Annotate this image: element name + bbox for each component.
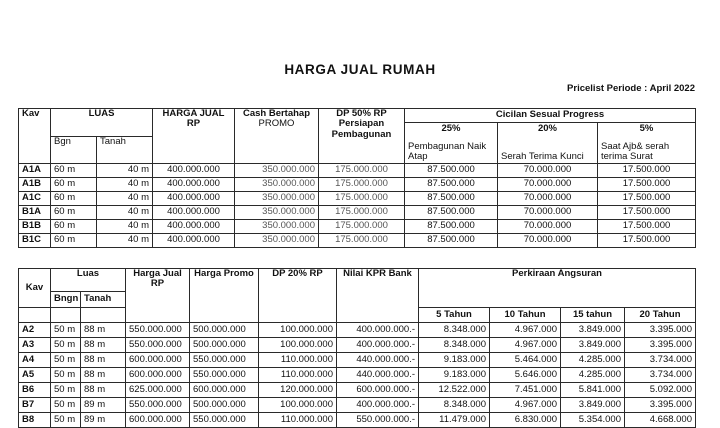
kav-cell: A1B [19,177,51,191]
dp-cell: 100.000.000 [259,338,337,353]
dp-cell: 120.000.000 [259,383,337,398]
harga-jual-cell: 600.000.000 [126,353,190,368]
tanah-cell: 89 m [81,413,126,428]
kav-cell: B1C [19,233,51,247]
harga-promo-cell: 550.000.000 [190,413,259,428]
angsuran-10-cell: 6.830.000 [490,413,561,428]
harga-jual-cell: 550.000.000 [126,398,190,413]
harga-jual-cell: 550.000.000 [126,323,190,338]
angsuran-5-cell: 12.522.000 [419,383,490,398]
angsuran-10-cell: 5.646.000 [490,368,561,383]
cash-cell: 350.000.000 [235,163,319,177]
harga-jual-cell: 625.000.000 [126,383,190,398]
cicilan-5-cell: 17.500.000 [598,177,696,191]
table-row [19,233,696,247]
harga-jual-cell: 400.000.000 [153,191,235,205]
table-row [19,338,696,353]
kpr-cell: 400.000.000.- [337,323,419,338]
kav-cell: A2 [19,323,51,338]
dp-cell: 100.000.000 [259,323,337,338]
bngn-cell: 50 m [51,338,81,353]
dp-subtitle: Persiapan Pembagunan [331,118,392,140]
cicilan-20-cell: 70.000.000 [498,163,598,177]
dp-cell: 175.000.000 [319,177,405,191]
header-cash-bertahap [235,109,319,164]
cicilan-25-cell: 87.500.000 [405,205,498,219]
harga-jual-cell: 400.000.000 [153,177,235,191]
cicilan-5-cell: 17.500.000 [598,219,696,233]
header-cicilan: Cicilan Sesual Progress [405,109,696,123]
harga-promo-cell: 550.000.000 [190,353,259,368]
desc-20-percent: Serah Terima Kunci [498,136,598,163]
header-dp-50 [319,109,405,164]
harga-jual-cell: 400.000.000 [153,233,235,247]
table-row [19,398,696,413]
cicilan-5-cell: 17.500.000 [598,163,696,177]
tanah-cell: 40 m [97,233,153,247]
dp-cell: 175.000.000 [319,233,405,247]
header-5-percent: 5% [598,123,696,137]
bgn-cell: 60 m [51,191,97,205]
angsuran-15-cell: 5.841.000 [561,383,625,398]
header-20-tahun: 20 Tahun [625,308,696,323]
kav-cell: A4 [19,353,51,368]
table-row [19,219,696,233]
angsuran-20-cell: 4.668.000 [625,413,696,428]
kav-cell: B8 [19,413,51,428]
angsuran-15-cell: 4.285.000 [561,353,625,368]
price-table-1 [18,108,696,248]
angsuran-5-cell: 8.348.000 [419,398,490,413]
bngn-cell: 50 m [51,353,81,368]
kpr-cell: 600.000.000.- [337,383,419,398]
angsuran-20-cell: 3.395.000 [625,398,696,413]
tanah-cell: 40 m [97,219,153,233]
cicilan-25-cell: 87.500.000 [405,233,498,247]
table-row [19,413,696,428]
kpr-cell: 440.000.000.- [337,353,419,368]
harga-jual-cell: 550.000.000 [126,338,190,353]
kav-cell: A1A [19,163,51,177]
desc-25-percent: Pembagunan Naik Atap [405,136,498,163]
angsuran-15-cell: 3.849.000 [561,398,625,413]
harga-promo-cell: 600.000.000 [190,383,259,398]
table-row [19,177,696,191]
header-bngn: Bngn [51,292,81,308]
harga-promo-cell: 500.000.000 [190,338,259,353]
tanah-cell: 88 m [81,368,126,383]
angsuran-20-cell: 5.092.000 [625,383,696,398]
header-nilai-kpr: Nilai KPR Bank [337,269,419,323]
kav-cell: A3 [19,338,51,353]
tanah-cell: 40 m [97,163,153,177]
dp-cell: 100.000.000 [259,398,337,413]
harga-promo-cell: 500.000.000 [190,398,259,413]
bngn-cell: 50 m [51,323,81,338]
kav-cell: B1B [19,219,51,233]
bgn-cell: 60 m [51,233,97,247]
cicilan-25-cell: 87.500.000 [405,177,498,191]
tanah-blank-cell [81,308,126,323]
cash-subtitle: PROMO [258,118,295,130]
cash-cell: 350.000.000 [235,219,319,233]
angsuran-10-cell: 4.967.000 [490,338,561,353]
kpr-cell: 440.000.000.- [337,368,419,383]
angsuran-15-cell: 4.285.000 [561,368,625,383]
page-title: HARGA JUAL RUMAH [284,62,436,77]
bgn-cell: 60 m [51,177,97,191]
header-5-tahun: 5 Tahun [419,308,490,323]
cicilan-20-cell: 70.000.000 [498,191,598,205]
header-bgn: Bgn [51,136,97,163]
angsuran-5-cell: 9.183.000 [419,353,490,368]
angsuran-20-cell: 3.734.000 [625,353,696,368]
table-row [19,205,696,219]
harga-jual-cell: 400.000.000 [153,205,235,219]
angsuran-10-cell: 4.967.000 [490,398,561,413]
header-luas: LUAS [51,109,153,137]
angsuran-5-cell: 8.348.000 [419,338,490,353]
cicilan-20-cell: 70.000.000 [498,233,598,247]
header-15-tahun: 15 tahun [561,308,625,323]
header-tanah: Tanah [97,136,153,163]
bngn-cell: 50 m [51,383,81,398]
dp-cell: 175.000.000 [319,205,405,219]
dp-cell: 175.000.000 [319,163,405,177]
kav-blank-cell [19,308,51,323]
dp-title: DP 50% RP [336,108,387,119]
header-harga-jual: HARGA JUAL RP [153,109,235,164]
tanah-cell: 88 m [81,353,126,368]
angsuran-10-cell: 7.451.000 [490,383,561,398]
bgn-cell: 60 m [51,205,97,219]
tanah-cell: 88 m [81,383,126,398]
harga-jual-cell: 400.000.000 [153,163,235,177]
desc-5-percent: Saat Ajb& serah terima Surat [598,136,696,163]
dp-cell: 175.000.000 [319,191,405,205]
angsuran-10-cell: 4.967.000 [490,323,561,338]
cicilan-25-cell: 87.500.000 [405,219,498,233]
cicilan-5-cell: 17.500.000 [598,191,696,205]
angsuran-10-cell: 5.464.000 [490,353,561,368]
bngn-cell: 50 m [51,368,81,383]
cash-cell: 350.000.000 [235,233,319,247]
tanah-cell: 89 m [81,398,126,413]
dp-cell: 110.000.000 [259,413,337,428]
table-row [19,383,696,398]
cicilan-20-cell: 70.000.000 [498,205,598,219]
price-table-2 [18,268,696,428]
angsuran-20-cell: 3.395.000 [625,323,696,338]
angsuran-20-cell: 3.734.000 [625,368,696,383]
bgn-cell: 60 m [51,163,97,177]
harga-promo-cell: 550.000.000 [190,368,259,383]
kav-cell: A1C [19,191,51,205]
kav-cell: B6 [19,383,51,398]
harga-jual-cell: 400.000.000 [153,219,235,233]
header-20-percent: 20% [498,123,598,137]
cicilan-20-cell: 70.000.000 [498,219,598,233]
table-row [19,353,696,368]
bgn-cell: 60 m [51,219,97,233]
angsuran-20-cell: 3.395.000 [625,338,696,353]
angsuran-15-cell: 3.849.000 [561,338,625,353]
header-perkiraan-angsuran: Perkiraan Angsuran [419,269,696,308]
cash-cell: 350.000.000 [235,177,319,191]
header-dp-20: DP 20% RP [259,269,337,323]
bngn-cell: 50 m [51,413,81,428]
bngn-cell: 50 m [51,398,81,413]
table-row [19,368,696,383]
cash-cell: 350.000.000 [235,205,319,219]
cicilan-20-cell: 70.000.000 [498,177,598,191]
harga-jual-cell: 600.000.000 [126,368,190,383]
table-row [19,191,696,205]
header-luas: Luas [51,269,126,292]
tanah-cell: 40 m [97,177,153,191]
header-harga-promo: Harga Promo [190,269,259,323]
cicilan-5-cell: 17.500.000 [598,233,696,247]
kav-cell: B7 [19,398,51,413]
angsuran-5-cell: 9.183.000 [419,368,490,383]
cicilan-25-cell: 87.500.000 [405,191,498,205]
bngn-blank-cell [51,308,81,323]
header-kav: Kav [19,109,51,164]
table-row [19,163,696,177]
cash-title: Cash Bertahap [242,108,311,119]
harga-promo-cell: 500.000.000 [190,323,259,338]
header-tanah: Tanah [81,292,126,308]
cash-cell: 350.000.000 [235,191,319,205]
tanah-cell: 88 m [81,338,126,353]
header-10-tahun: 10 Tahun [490,308,561,323]
header-kav: Kav [19,269,51,308]
tanah-cell: 88 m [81,323,126,338]
kav-cell: A5 [19,368,51,383]
harga-jual-cell: 600.000.000 [126,413,190,428]
table-row [19,323,696,338]
cicilan-5-cell: 17.500.000 [598,205,696,219]
dp-cell: 175.000.000 [319,219,405,233]
kpr-cell: 400.000.000.- [337,338,419,353]
header-25-percent: 25% [405,123,498,137]
angsuran-5-cell: 11.479.000 [419,413,490,428]
dp-cell: 110.000.000 [259,353,337,368]
dp-cell: 110.000.000 [259,368,337,383]
angsuran-15-cell: 3.849.000 [561,323,625,338]
tanah-cell: 40 m [97,205,153,219]
angsuran-5-cell: 8.348.000 [419,323,490,338]
kpr-cell: 550.000.000.- [337,413,419,428]
pricelist-period: Pricelist Periode : April 2022 [567,83,695,94]
cicilan-25-cell: 87.500.000 [405,163,498,177]
kav-cell: B1A [19,205,51,219]
angsuran-15-cell: 5.354.000 [561,413,625,428]
tanah-cell: 40 m [97,191,153,205]
kpr-cell: 400.000.000.- [337,398,419,413]
header-harga-jual: Harga Jual RP [126,269,190,323]
